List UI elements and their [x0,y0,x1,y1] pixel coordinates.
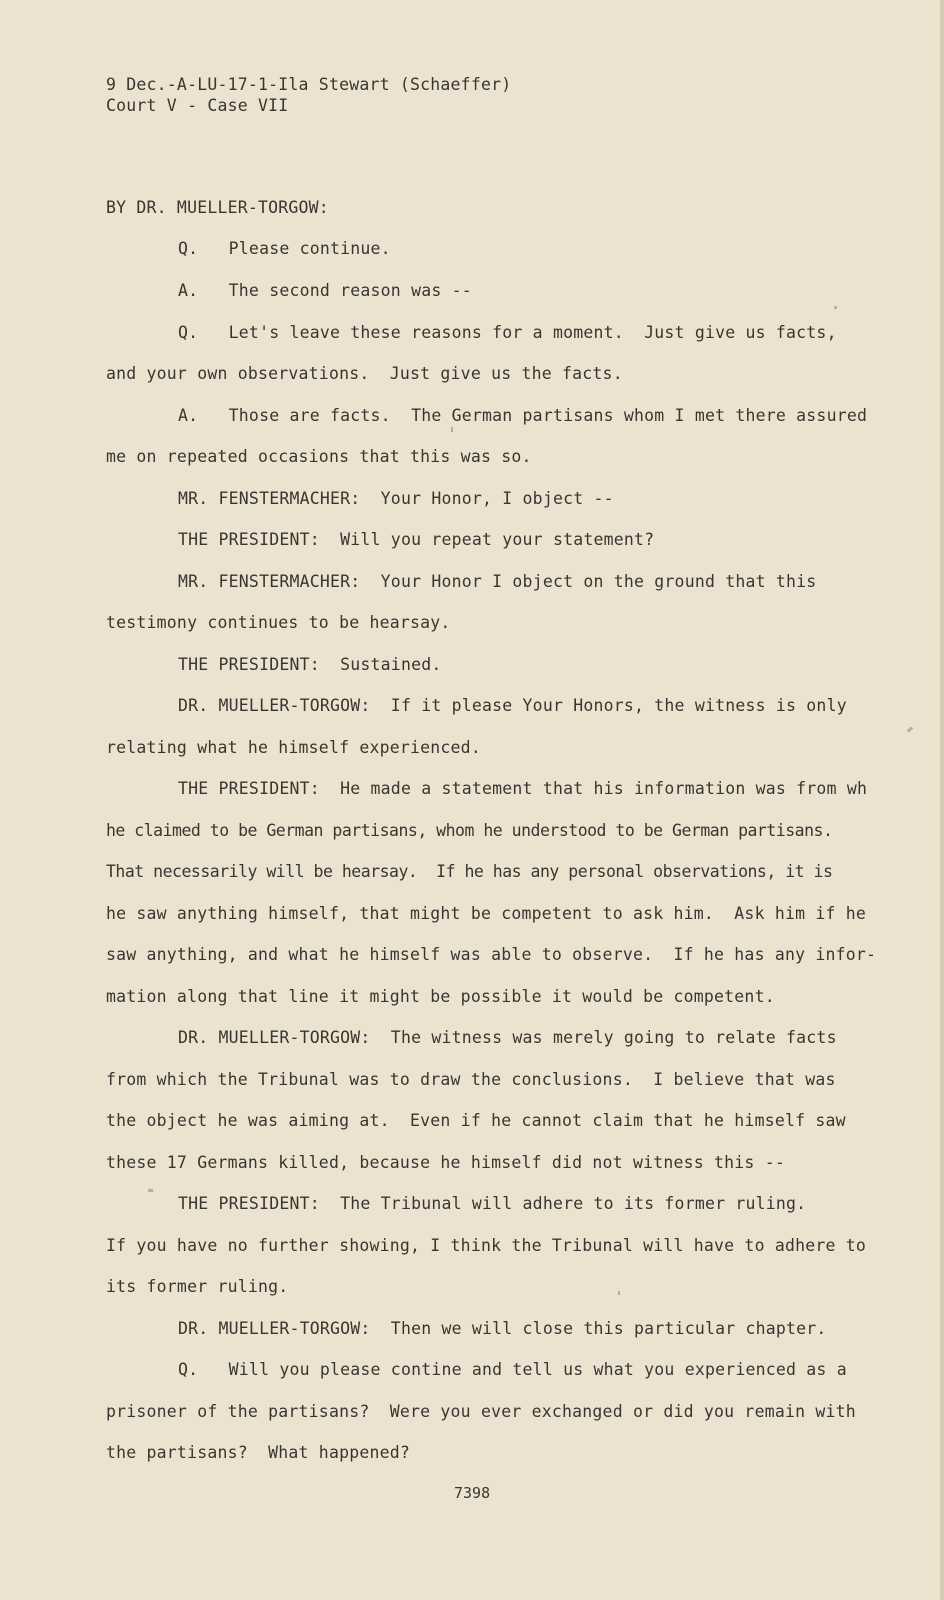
transcript-line: Q. Will you please contine and tell us what you experienced as a [178,1360,847,1379]
header-line-2: Court V - Case VII [106,96,289,115]
transcript-line: DR. MUELLER-TORGOW: The witness was merely going to relate facts [178,1028,837,1047]
paper-speck [907,726,914,732]
transcript-line: Q. Please continue. [178,239,391,258]
transcript-line: from which the Tribunal was to draw the conclusions. I believe that was [106,1070,836,1089]
transcript-line: relating what he himself experienced. [106,738,481,757]
paper-speck [618,1291,620,1295]
transcript-line: THE PRESIDENT: He made a statement that his information was from wh [178,779,868,798]
transcript-line: he claimed to be German partisans, whom he understood to be German partisans. [106,821,833,840]
transcript-line: THE PRESIDENT: Will you repeat your statement? [178,530,655,549]
transcript-line: testimony continues to be hearsay. [106,613,451,632]
header-line-1: 9 Dec.-A-LU-17-1-Ila Stewart (Schaeffer) [106,75,512,94]
paper-speck [834,306,837,309]
transcript-line: A. The second reason was -- [178,281,472,300]
transcript-line: mation along that line it might be possible it would be competent. [106,987,775,1006]
transcript-line: DR. MUELLER-TORGOW: If it please Your Honors, the witness is only [178,696,847,715]
transcript-line: THE PRESIDENT: The Tribunal will adhere to its former ruling. [178,1194,807,1213]
paper-speck [148,1189,153,1192]
transcript-line: its former ruling. [106,1277,289,1296]
transcript-line: Q. Let's leave these reasons for a moment. Just give us facts, [178,323,837,342]
examiner-heading: BY DR. MUELLER-TORGOW: [106,198,329,217]
transcript-line: these 17 Germans killed, because he himself did not witness this -- [106,1153,785,1172]
transcript-line: the partisans? What happened? [106,1443,411,1462]
transcript-line: That necessarily will be hearsay. If he has any personal observations, it is [106,862,833,881]
transcript-line: the object he was aiming at. Even if he cannot claim that he himself saw [106,1111,846,1130]
transcript-line: and your own observations. Just give us the facts. [106,364,623,383]
transcript-line: me on repeated occasions that this was so. [106,447,532,466]
transcript-line: he saw anything himself, that might be competent to ask him. Ask him if he [106,904,867,923]
transcript-line: If you have no further showing, I think the Tribunal will have to adhere to [106,1236,867,1255]
transcript-line: MR. FENSTERMACHER: Your Honor, I object -- [178,489,614,508]
transcript-line: DR. MUELLER-TORGOW: Then we will close this particular chapter. [178,1319,827,1338]
transcript-line: A. Those are facts. The German partisans whom I met there assured [178,406,868,425]
page-number: 7398 [454,1484,491,1502]
transcript-line: MR. FENSTERMACHER: Your Honor I object on the ground that this [178,572,817,591]
transcript-line: THE PRESIDENT: Sustained. [178,655,442,674]
paper-speck [451,427,453,432]
transcript-line: prisoner of the partisans? Were you ever exchanged or did you remain with [106,1402,856,1421]
transcript-line: saw anything, and what he himself was able to observe. If he has any infor- [106,945,877,964]
